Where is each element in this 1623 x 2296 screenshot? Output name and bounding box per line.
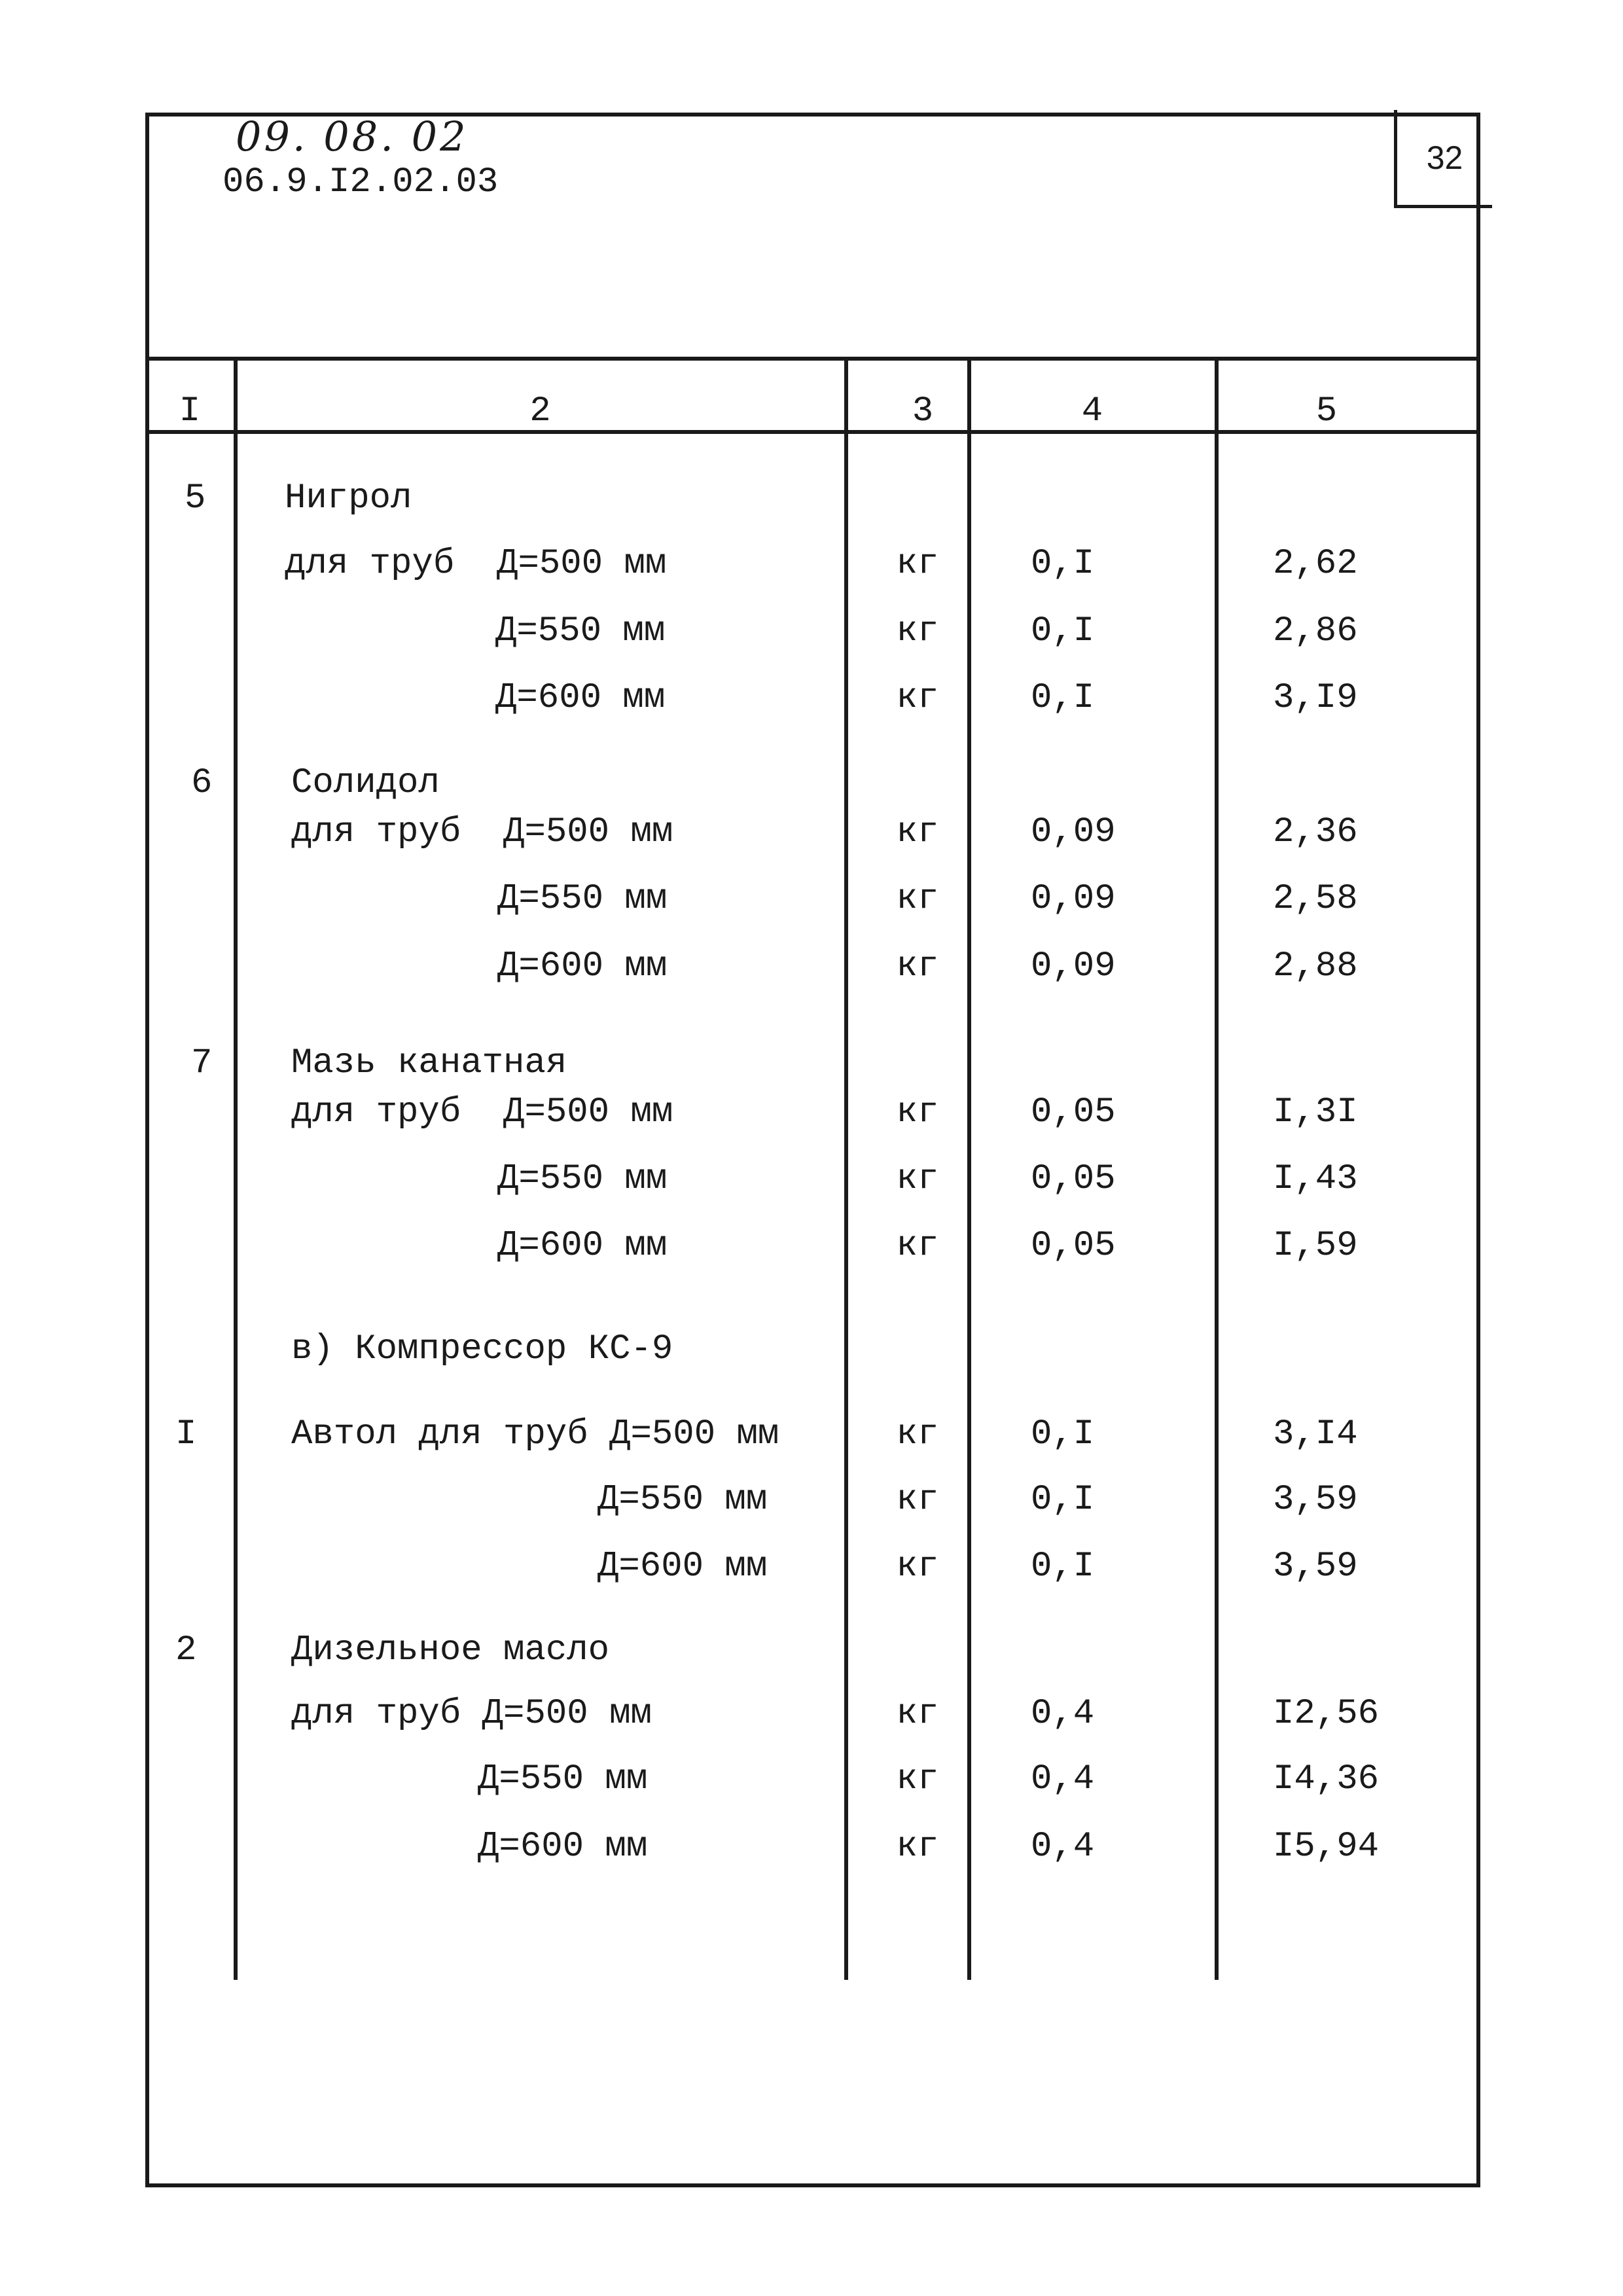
column-header-1: I [179,391,201,431]
column-divider-1 [234,357,238,1980]
row-label: Д=550 мм [478,1759,648,1799]
row-rate: 0,4 [1031,1694,1095,1734]
row-label: Автол для труб Д=500 мм [291,1414,779,1454]
row-number: 6 [191,763,213,803]
column-divider-3 [967,357,971,1980]
row-quantity: 2,86 [1273,611,1358,651]
row-label: Д=600 мм [495,678,666,718]
row-quantity: 3,I4 [1273,1414,1358,1454]
row-rate: 0,09 [1031,812,1116,852]
column-header-5: 5 [1315,391,1338,431]
row-unit: кг [896,1759,939,1799]
row-rate: 0,4 [1031,1759,1095,1799]
material-name: Мазь канатная [291,1043,567,1083]
row-unit: кг [896,879,939,919]
row-unit: кг [896,1414,939,1454]
row-label: для труб Д=500 мм [291,1092,673,1132]
row-unit: кг [896,1827,939,1867]
material-name: Нигрол [285,478,412,518]
row-rate: 0,09 [1031,946,1116,986]
row-quantity: I2,56 [1273,1694,1380,1734]
row-quantity: I,3I [1273,1092,1358,1132]
row-label: Д=550 мм [495,611,666,651]
section-title: в) Компрессор КС-9 [291,1329,673,1369]
row-quantity: 3,59 [1273,1547,1358,1587]
row-label: Д=550 мм [497,879,668,919]
column-header-3: 3 [912,391,934,431]
row-label: Д=600 мм [497,946,668,986]
row-number: 5 [185,478,206,518]
row-number: 2 [175,1630,197,1670]
row-label: Д=550 мм [597,1480,768,1520]
row-unit: кг [896,1226,939,1266]
row-rate: 0,05 [1031,1092,1116,1132]
column-header-4: 4 [1081,391,1103,431]
row-quantity: 3,59 [1273,1480,1358,1520]
row-quantity: I5,94 [1273,1827,1380,1867]
row-quantity: I,59 [1273,1226,1358,1266]
row-unit: кг [896,1159,939,1199]
row-number: I [175,1414,197,1454]
row-unit: кг [896,678,939,718]
row-unit: кг [896,611,939,651]
table-top-rule [145,357,1480,361]
column-header-2: 2 [529,391,551,431]
row-rate: 0,I [1031,678,1095,718]
row-label: Д=550 мм [497,1159,668,1199]
row-quantity: 2,88 [1273,946,1358,986]
row-quantity: 2,58 [1273,879,1358,919]
document-code: 06.9.I2.02.03 [223,162,499,202]
material-name: Солидол [291,763,440,803]
row-unit: кг [896,1694,939,1734]
column-divider-4 [1215,357,1219,1980]
row-label: Д=600 мм [478,1827,648,1867]
column-divider-2 [844,357,848,1980]
row-rate: 0,I [1031,544,1095,584]
row-number: 7 [191,1043,213,1083]
row-quantity: 2,36 [1273,812,1358,852]
row-label: для труб Д=500 мм [285,544,667,584]
page-number-box [1394,110,1492,208]
row-rate: 0,I [1031,611,1095,651]
row-label: для труб Д=500 мм [291,1694,652,1734]
row-unit: кг [896,812,939,852]
row-rate: 0,I [1031,1480,1095,1520]
row-rate: 0,4 [1031,1827,1095,1867]
row-quantity: I4,36 [1273,1759,1380,1799]
row-unit: кг [896,1547,939,1587]
row-quantity: I,43 [1273,1159,1358,1199]
row-unit: кг [896,1092,939,1132]
row-quantity: 3,I9 [1273,678,1358,718]
row-label: Д=600 мм [497,1226,668,1266]
row-rate: 0,I [1031,1547,1095,1587]
row-rate: 0,05 [1031,1159,1116,1199]
row-quantity: 2,62 [1273,544,1358,584]
row-unit: кг [896,946,939,986]
row-unit: кг [896,1480,939,1520]
row-rate: 0,05 [1031,1226,1116,1266]
material-name: Дизельное масло [291,1630,610,1670]
row-rate: 0,09 [1031,879,1116,919]
handwritten-code: 09. 08. 02 [236,113,469,160]
row-rate: 0,I [1031,1414,1095,1454]
row-unit: кг [896,544,939,584]
row-label: для труб Д=500 мм [291,812,673,852]
row-label: Д=600 мм [597,1547,768,1587]
page-number: 32 [1426,139,1463,176]
